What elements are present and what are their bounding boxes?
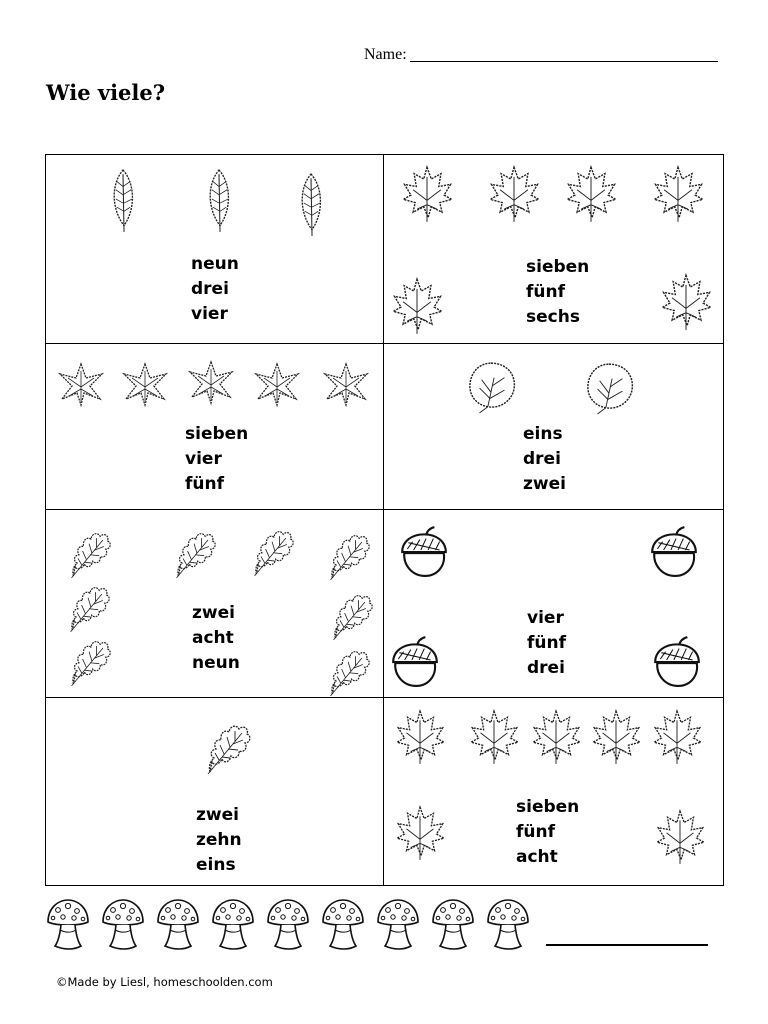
mushroom-icon — [374, 896, 422, 952]
mushroom-icon — [319, 896, 367, 952]
star-leaf-icon — [56, 360, 106, 408]
maple-leaf-icon — [530, 708, 582, 766]
answer-option[interactable]: fünf — [527, 633, 566, 653]
cell-oak-leaves — [45, 510, 383, 697]
mushroom-icon — [154, 896, 202, 952]
answer-option[interactable]: drei — [523, 449, 561, 469]
answer-option[interactable]: sieben — [516, 797, 580, 817]
answer-options — [191, 252, 239, 327]
answer-options — [523, 422, 566, 497]
cell-acorns — [384, 510, 723, 697]
cell-star-leaves — [45, 344, 383, 509]
cell-birch-leaves — [45, 154, 383, 343]
oak-leaf-icon — [66, 524, 114, 580]
answer-option[interactable]: sieben — [526, 257, 590, 277]
answer-option[interactable]: zwei — [192, 603, 235, 623]
maple-leaf-icon — [394, 804, 446, 862]
answer-option[interactable]: neun — [192, 653, 240, 673]
cell-maple-leaves — [384, 154, 723, 343]
answer-option[interactable]: sechs — [526, 307, 580, 327]
answer-option[interactable]: drei — [527, 658, 565, 678]
mushroom-icon — [99, 896, 147, 952]
maple-leaf-icon — [659, 272, 713, 332]
cell-maple-leaves-2 — [384, 698, 723, 886]
maple-leaf-icon — [651, 164, 705, 224]
answer-option[interactable]: acht — [516, 847, 558, 867]
mushroom-row — [44, 894, 534, 954]
maple-leaf-icon — [390, 276, 444, 336]
worksheet-title: Wie viele? — [46, 80, 166, 105]
answer-option[interactable]: vier — [527, 608, 564, 628]
answer-option[interactable]: zehn — [196, 830, 242, 850]
oak-leaf-icon — [65, 578, 113, 634]
credit-footer: ©Made by Liesl, homeschoolden.com — [56, 975, 273, 989]
answer-option[interactable]: zwei — [196, 805, 239, 825]
mushroom-icon — [209, 896, 257, 952]
oak-leaf-icon — [328, 586, 376, 642]
oak-leaf-icon — [325, 526, 373, 582]
answer-option[interactable]: neun — [191, 254, 239, 274]
acorn-icon — [398, 524, 450, 578]
answer-option[interactable]: acht — [192, 628, 234, 648]
mushroom-icon — [484, 896, 532, 952]
maple-leaf-icon — [564, 164, 618, 224]
answer-options — [526, 255, 589, 330]
name-label: Name: — [364, 46, 407, 63]
answer-options — [527, 606, 566, 681]
maple-leaf-icon — [487, 164, 541, 224]
answer-options — [196, 803, 242, 878]
maple-leaf-icon — [394, 708, 446, 766]
counting-grid — [45, 154, 724, 886]
cell-round-leaves — [384, 344, 723, 509]
oak-leaf-icon — [325, 642, 373, 698]
star-leaf-icon — [252, 360, 302, 408]
name-blank-line[interactable] — [410, 61, 718, 62]
answer-options — [516, 795, 579, 870]
answer-option[interactable]: fünf — [516, 822, 555, 842]
mushroom-icon — [264, 896, 312, 952]
acorn-icon — [648, 524, 700, 578]
answer-option[interactable]: eins — [196, 855, 236, 875]
birch-leaf-icon — [295, 172, 327, 238]
oak-leaf-icon — [249, 522, 297, 578]
answer-option[interactable]: eins — [523, 424, 563, 444]
answer-option[interactable]: sieben — [185, 424, 249, 444]
answer-options — [192, 601, 240, 676]
answer-option[interactable]: vier — [185, 449, 222, 469]
maple-leaf-icon — [468, 708, 520, 766]
answer-options — [185, 422, 248, 497]
answer-option[interactable]: vier — [191, 304, 228, 324]
oak-leaf-icon — [171, 524, 219, 580]
maple-leaf-icon — [590, 708, 642, 766]
maple-leaf-icon — [654, 808, 706, 866]
answer-option[interactable]: drei — [191, 279, 229, 299]
birch-leaf-icon — [203, 168, 235, 234]
acorn-icon — [651, 634, 703, 688]
mushroom-icon — [429, 896, 477, 952]
mushroom-icon — [44, 896, 92, 952]
maple-leaf-icon — [651, 708, 703, 766]
cell-single-oak-leaf — [45, 698, 383, 886]
mushroom-answer-line[interactable] — [546, 944, 708, 946]
birch-leaf-icon — [107, 168, 139, 234]
star-leaf-icon — [321, 360, 371, 408]
answer-option[interactable]: fünf — [185, 474, 224, 494]
round-leaf-icon — [583, 360, 637, 416]
acorn-icon — [389, 634, 441, 688]
round-leaf-icon — [465, 359, 519, 415]
name-field[interactable] — [364, 46, 718, 64]
star-leaf-icon — [186, 358, 236, 406]
star-leaf-icon — [120, 360, 170, 408]
oak-leaf-icon — [200, 716, 256, 776]
answer-option[interactable]: zwei — [523, 474, 566, 494]
answer-option[interactable]: fünf — [526, 282, 565, 302]
maple-leaf-icon — [400, 164, 454, 224]
oak-leaf-icon — [66, 632, 114, 688]
